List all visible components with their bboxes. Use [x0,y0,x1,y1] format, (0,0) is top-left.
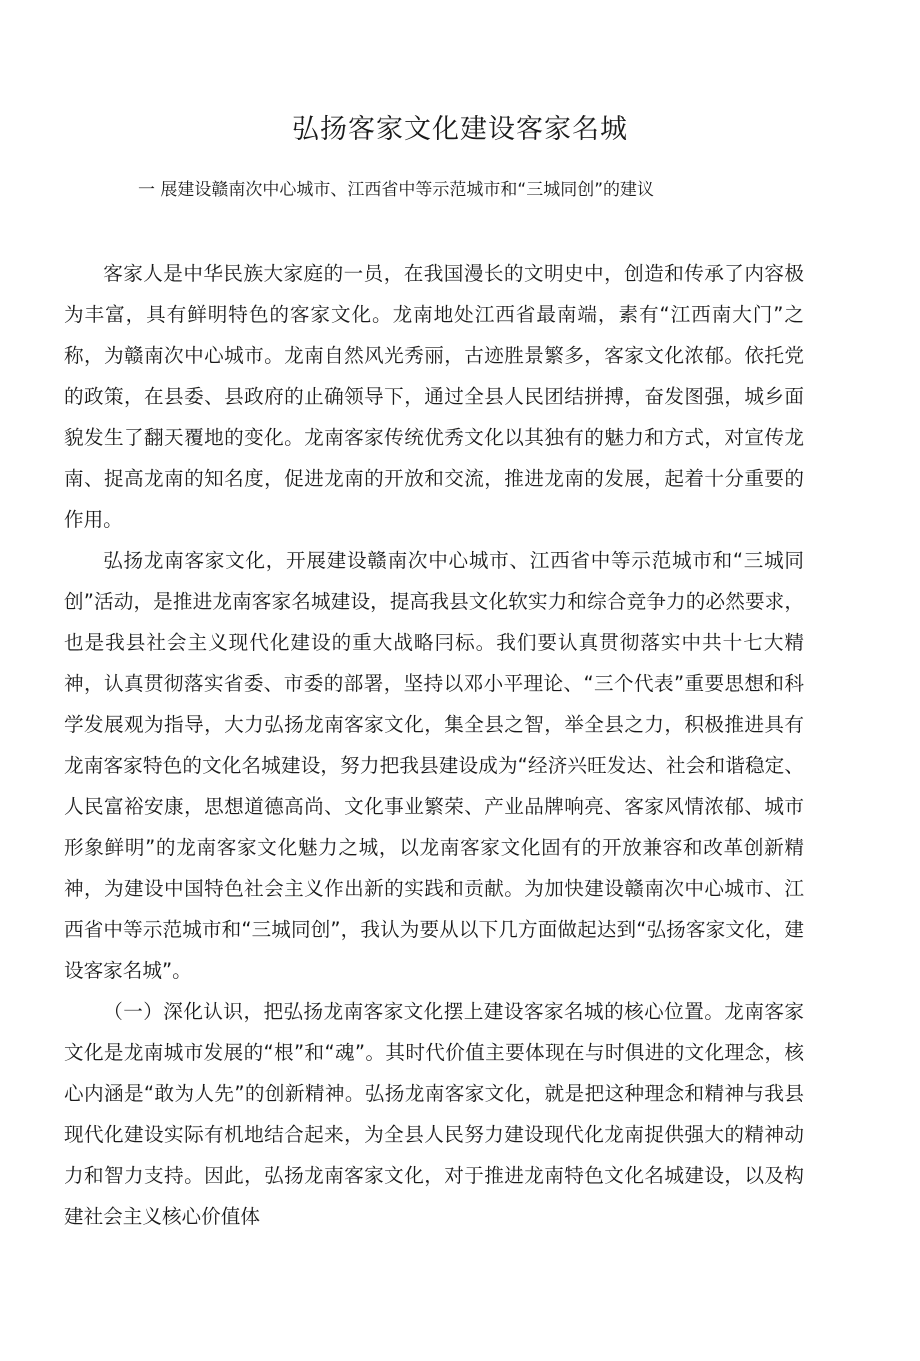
document-body [64,253,804,1237]
body-paragraph: （一）深化认识，把弘扬龙南客家文化摆上建设客家名城的核心位置。龙南客家文化是龙南城市发展的“根”和“魂”。其时代价值主要体现在与时俱进的文化理念，核心内涵是“敢为人先”的创新精神。弘扬龙南客家文化，就是把这种理念和精神与我县现代化建设实际有机地结合起来，为全县人民努力建设现代化龙南捉供强大的精神动力和智力支持。因此，弘扬龙南客家文化，对于推进龙南特色文化名城建设，以及构建社会主义核心价值体 [64,1000,804,1228]
body-paragraph: 弘扬龙南客家文化，开展建设赣南次中心城市、江西省中等示范城市和“三城同创”活动，是推进龙南客家名城建设，提高我县文化软实力和综合竞争力的必然要求，也是我县社会主义现代化建设的重大战略冃标。我们要认真贯彻落实中共十七大精神，认真贯彻落实省委、市委的部署，坚持以邓小平理论、“三个代表”重要思想和科学发展观为指导，大力弘扬龙南客家文化，集全县之智，举全县之力，积极推进具有龙南客家特色的文化名城建设，努力把我县建设成为“经济兴旺发达、社会和谐稳定、人民富裕安康，思想道德高尚、文化事业繁荣、产业品牌响亮、客家风情浓郁、城市形象鲜明”的龙南客家文化魅力之城，以龙南客家文化固有的开放兼容和改革创新精神，为建设中国特色社会主义作出新的实践和贡献。为加快建设赣南次中心城市、江西省中等示范城市和“三城同创”，我认为要从以下几方面做起达到“弘扬客家文化，建设客家名城”。 [64,549,804,982]
document-subtitle: 一 展建设赣南次中心城市、江西省中等示范城市和“三城同创”的建议 [138,180,655,200]
document-title: 弘扬客家文化建设客家名城 [292,114,628,145]
body-paragraph: 客家人是中华民族大家庭的一员，在我国漫长的文明史中，创造和传承了内容极为丰富，具有鲜明特色的客家文化。龙南地处江西省最南端，素有“江西南大门”之称，为赣南次中心城市。龙南自然风光秀丽，古迹胜景繁多，客家文化浓郁。依托党的政策，在县委、县政府的止确领导下，通过全县人民团结拼搏，奋发图强，城乡面貌发生了翻天覆地的变化。龙南客家传统优秀文化以其独有的魅力和方式，对宣传龙南、捉高龙南的知名度，促进龙南的开放和交流，推进龙南的发展，起着十分重要的作用。 [64,262,804,531]
